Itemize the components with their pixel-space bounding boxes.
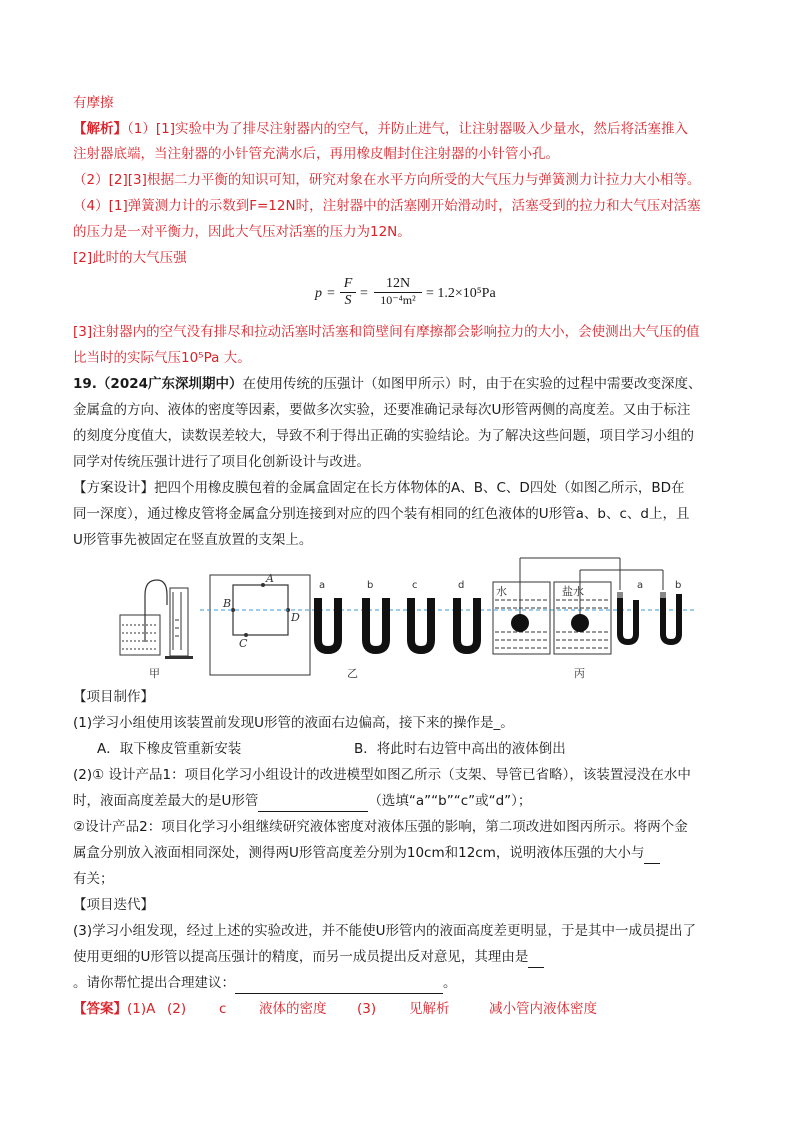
blank-line (73, 972, 733, 994)
point-D: D (291, 611, 300, 624)
label-jia: 甲 (149, 667, 160, 680)
text-line: 比当时的实际气压10⁵Pa 大。 (73, 350, 251, 366)
text-span: 使用更细的U形管以提高压强计的精度，而另一成员提出反对意见，其理由是 (73, 949, 529, 965)
beaker-water-label: 水 (496, 585, 507, 598)
answer-2a: c (219, 1001, 227, 1017)
bing-tube-a-label: a (637, 580, 644, 591)
answer-2b: 液体的密度 (259, 1001, 327, 1017)
u-tube-label-c: c (412, 580, 418, 591)
beaker-brine-label: 盐水 (562, 585, 584, 598)
formula-p: p (315, 286, 322, 301)
blank-line (73, 946, 733, 968)
formula-denominator: 10⁻⁴m² (380, 293, 416, 307)
formula-numerator: 12N (374, 276, 422, 293)
text-line: ②设计产品2：项目化学习小组继续研究液体密度对液体压强的影响，第二项改进如图丙所示。将两个金 (73, 819, 688, 835)
text-line: (3)学习小组发现，经过上述的实验改进，并不能使U形管内的液面高度差更明显，于是其中一成员提出了 (73, 923, 697, 939)
option-a: A．取下橡皮管重新安装 (97, 741, 242, 757)
question-number: 19. (73, 376, 97, 392)
formula-result: = 1.2×10⁵Pa (426, 286, 496, 301)
blank-line (73, 790, 733, 812)
option-b: B．将此时右边管中高出的液体倒出 (354, 741, 566, 757)
text-line: U形管事先被固定在竖直放置的支架上。 (73, 532, 313, 548)
text-line: 金属盒的方向、液体的密度等因素，要做多次实验，还要准确记录每次U形管两侧的高度差。又由于标注 (73, 402, 691, 418)
text-span: （1）[1]实验中为了排尽注射器内的空气，并防止进气，让注射器吸入少量水，然后将活塞推入 (127, 121, 688, 137)
text-line: 【项目迭代】 (73, 897, 154, 913)
u-tube-label-d: d (458, 580, 465, 591)
answer-3b: 减小管内液体密度 (489, 1001, 597, 1017)
text-line: [2]此时的大气压强 (73, 250, 187, 266)
text-span: （选填“a”“b”“c”或“d”）； (368, 793, 532, 809)
text-line: 有摩擦 (73, 95, 114, 111)
label-bing: 丙 (574, 667, 585, 680)
formula-F: F (340, 276, 356, 293)
answer-blank[interactable] (235, 977, 443, 994)
u-tube-b (366, 580, 386, 650)
text-line: (2)① 设计产品1：项目化学习小组设计的改进模型如图乙所示（支架、导管已省略），该装置浸没在水中 (73, 767, 691, 783)
text-line: 同一深度），通过橡皮管将金属盒分别连接到对应的四个装有相同的红色液体的U形管a、b、c、d上，且 (73, 506, 690, 522)
text-line: 的刻度分度值大，读数误差较大，导致不利于得出正确的实验结论。为了解决这些问题，项目学习小组的 (73, 428, 694, 444)
text-span: 时，液面高度差最大的是U形管 (73, 793, 259, 809)
point-C: C (239, 637, 248, 650)
point-B: B (223, 597, 232, 610)
answer-2-num: (2) (167, 1001, 187, 1017)
text-line: 【方案设计】把四个用橡皮膜包着的金属盒固定在长方体物体的A、B、C、D四处（如图乙所示，BD在 (73, 480, 685, 496)
figure-bing (493, 558, 681, 680)
text-line: 有关； (73, 871, 114, 887)
formula-eq: = (327, 286, 335, 301)
answer-blank[interactable] (528, 951, 544, 968)
formula-S: S (344, 293, 352, 308)
blank-line (73, 842, 733, 864)
answer-3-num: (3) (357, 1001, 377, 1017)
answer-blank[interactable] (258, 795, 368, 812)
pressure-gauge-figure (115, 550, 695, 680)
text-line: （2）[2][3]根据二力平衡的知识可知，研究对象在水平方向所受的大气压力与弹簧测力计拉力大小相等。 (73, 172, 701, 188)
figure-jia (120, 580, 193, 680)
analysis-tag: 【解析】 (73, 121, 127, 137)
text-span: 。请你帮忙提出合理建议： (73, 975, 235, 991)
text-span: 在使用传统的压强计（如图甲所示）时，由于在实验的过程中需要改变深度、 (242, 376, 702, 392)
point-A: A (266, 572, 274, 585)
text-line: 的压力是一对平衡力，因此大气压对活塞的压力为12N。 (73, 224, 411, 240)
label-yi: 乙 (347, 667, 358, 680)
u-tube-label-a: a (319, 580, 326, 591)
bing-tube-b-label: b (675, 580, 682, 591)
u-tube-d (457, 580, 477, 650)
text-line: (1)学习小组使用该装置前发现U形管的液面右边偏高，接下来的操作是_。 (73, 715, 514, 731)
pressure-formula (310, 276, 510, 316)
formula-fraction-values (374, 276, 422, 308)
formula-fraction-fs (340, 276, 356, 309)
analysis-line (73, 118, 733, 140)
text-line: 【项目制作】 (73, 689, 154, 705)
text-line: [3]注射器内的空气没有排尽和拉动活塞时活塞和筒壁间有摩擦都会影响拉力的大小，会使测出大气压的值 (73, 324, 700, 340)
text-span: 。 (443, 975, 457, 991)
figure-yi-utubes (318, 580, 477, 680)
text-line: （4）[1]弹簧测力计的示数到F=12N时，注射器中的活塞刚开始滑动时，活塞受到的拉力和大气压对活塞 (73, 198, 701, 214)
question-line (73, 373, 733, 395)
question-source: （2024广东深圳期中） (96, 376, 243, 392)
text-line: 注射器底端，当注射器的小针管充满水后，再用橡皮帽封住注射器的小针管小孔。 (73, 146, 559, 162)
text-span: 属盒分别放入液面相同深处，测得两U形管高度差分别为10cm和12cm，说明液体压强的大小与 (73, 845, 645, 861)
answer-3a: 见解析 (409, 1001, 450, 1017)
answer-blank[interactable] (644, 847, 660, 864)
text-line: 同学对传统压强计进行了项目化创新设计与改进。 (73, 454, 370, 470)
answer-tag: 【答案】 (73, 1001, 127, 1017)
answer-line (73, 998, 733, 1020)
u-tube-c (411, 580, 431, 650)
answer-1: (1)A (127, 1001, 156, 1017)
u-tube-a (318, 580, 338, 650)
u-tube-label-b: b (367, 580, 374, 591)
formula-eq: = (360, 286, 368, 301)
